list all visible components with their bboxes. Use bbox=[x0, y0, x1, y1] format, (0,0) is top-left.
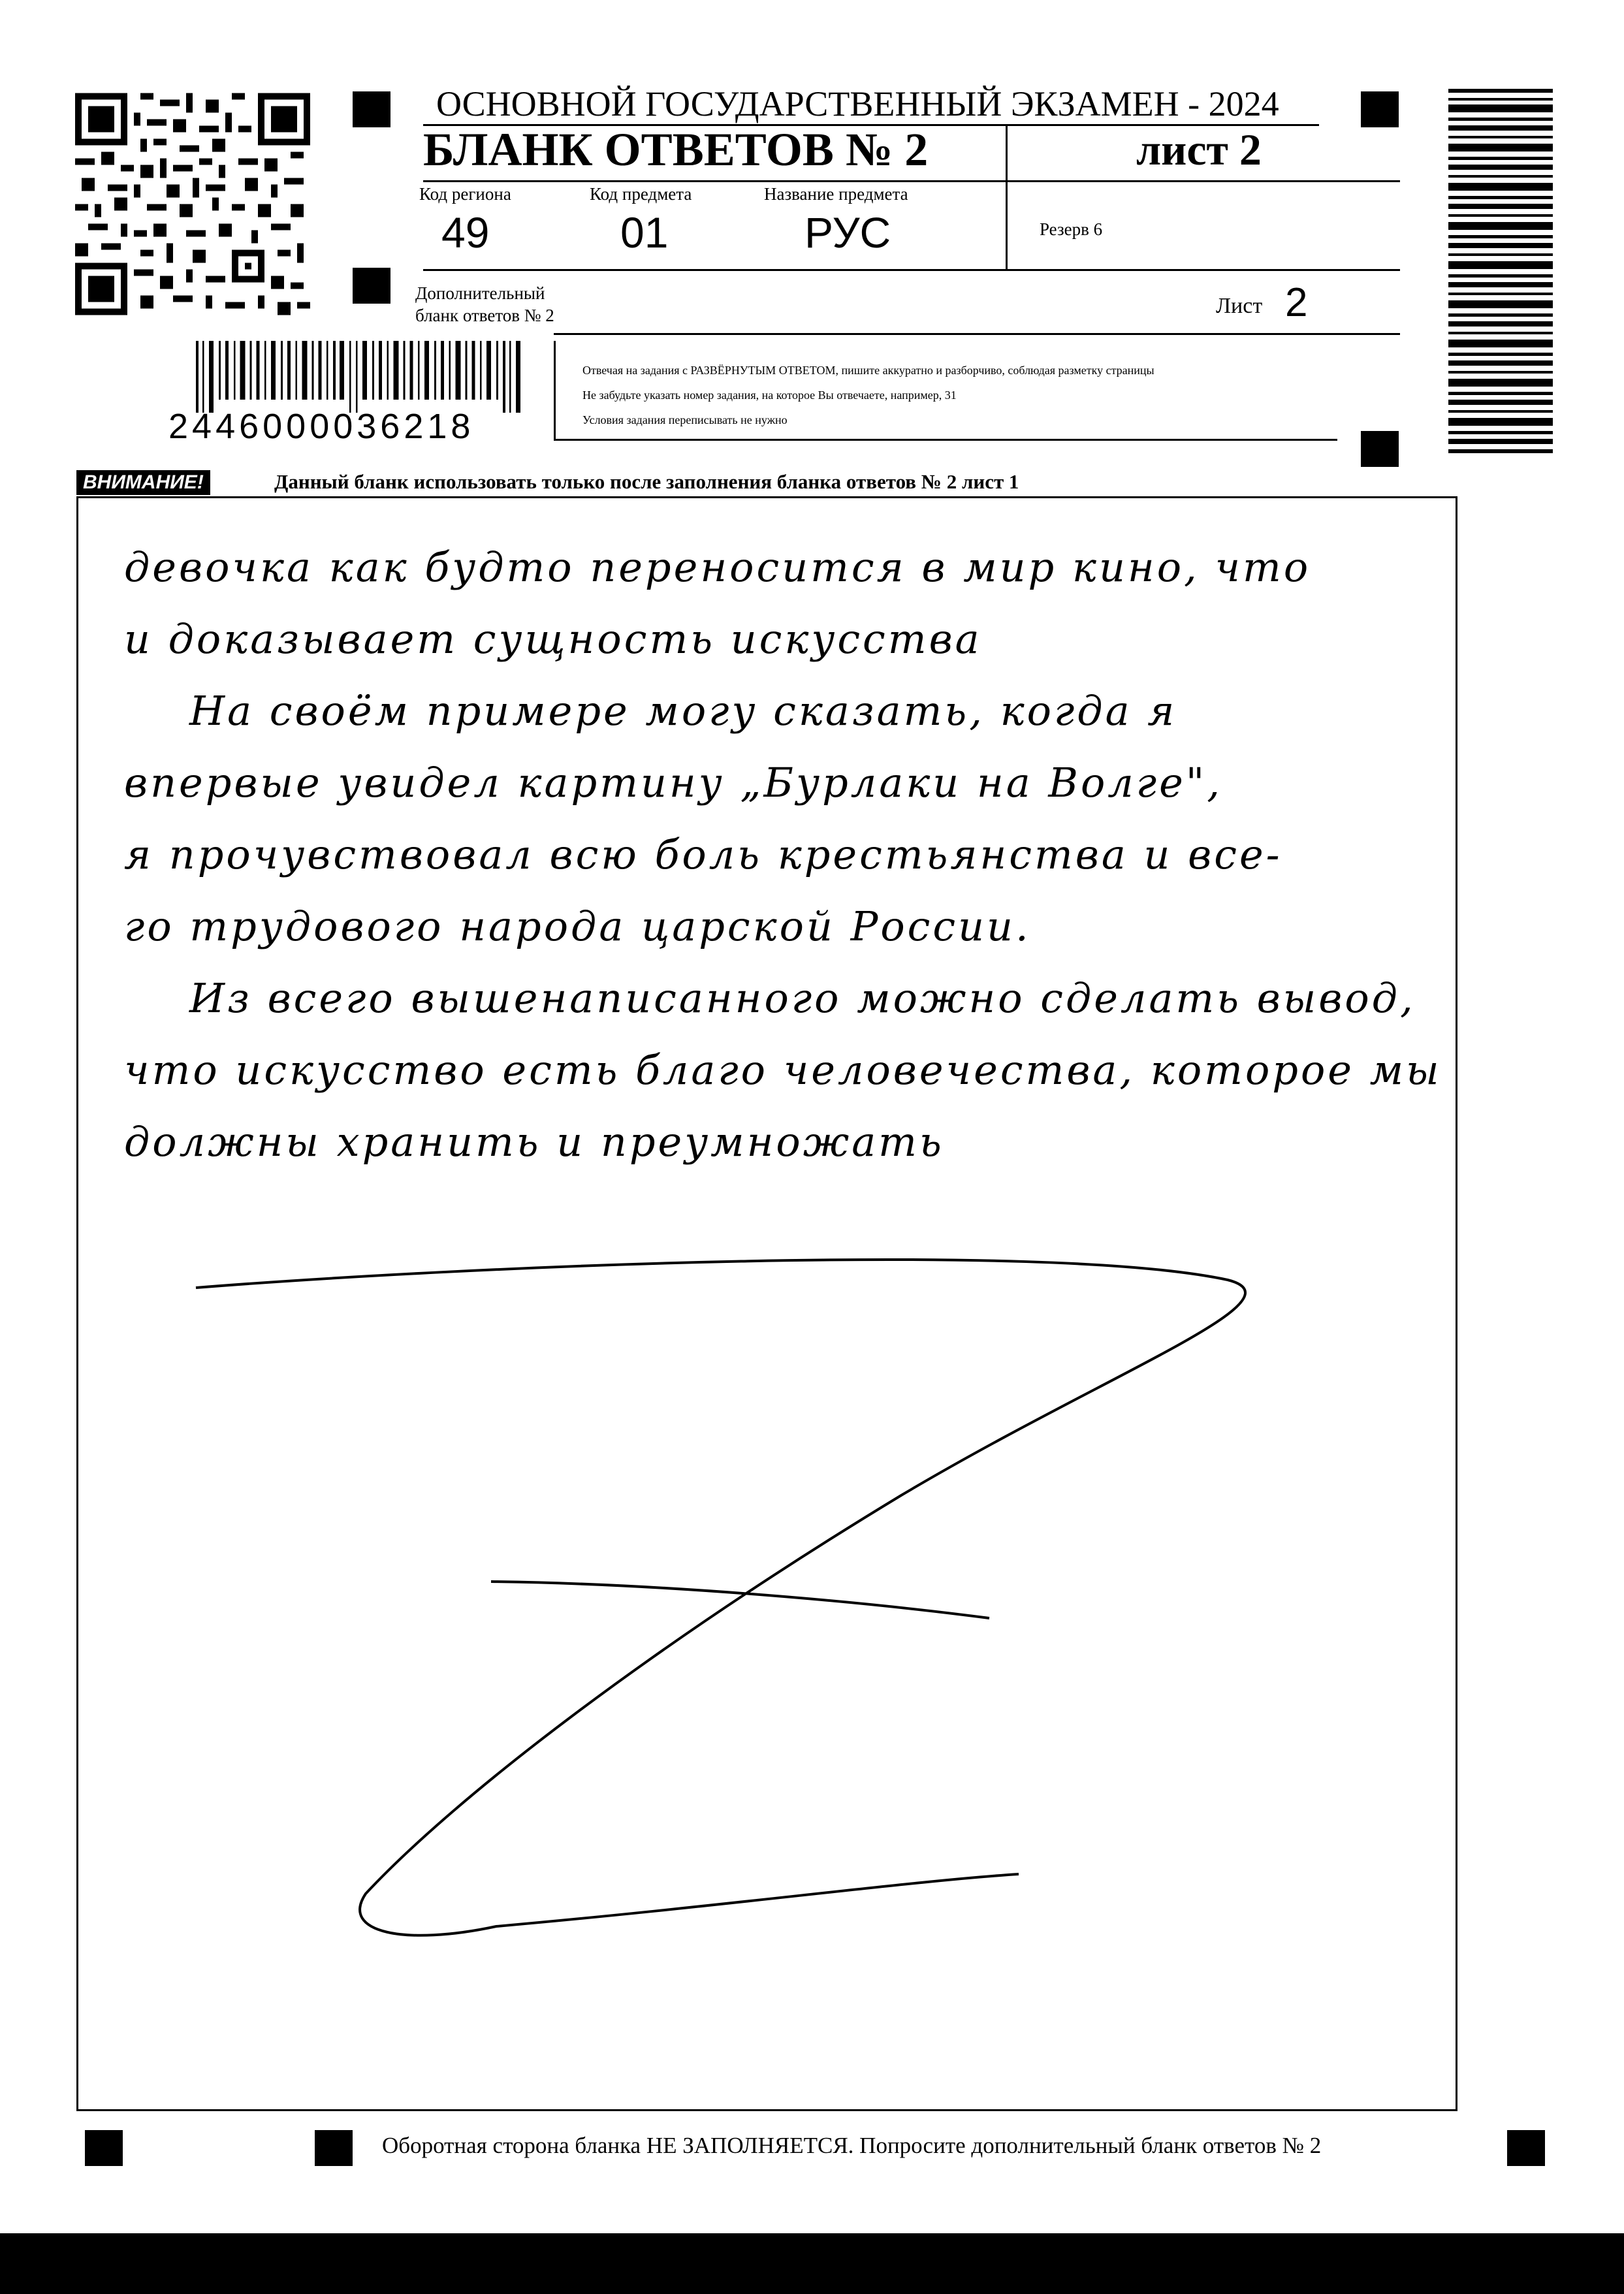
barcode-number: 2446000036218 bbox=[168, 407, 475, 446]
additional-form-label: Дополнительный бланк ответов № 2 bbox=[415, 283, 554, 325]
subject-name-label: Название предмета bbox=[764, 184, 908, 204]
answer-line: На своём примере могу сказать, когда я bbox=[189, 687, 1177, 735]
answer-line: го трудового народа царской России. bbox=[124, 902, 1031, 950]
subject-code-value: 01 bbox=[620, 208, 669, 257]
instruction-line: Не забудьте указать номер задания, на которое Вы отвечаете, например, 31 bbox=[582, 389, 957, 402]
subject-name-value: РУС bbox=[804, 208, 891, 257]
answer-line: впервые увидел картину „Бурлаки на Волге", bbox=[124, 759, 1223, 806]
notice-text: Данный бланк использовать только после заполнения бланка ответов № 2 лист 1 bbox=[274, 470, 1019, 493]
answer-line: и доказывает сущность искусства bbox=[124, 615, 982, 663]
answer-line: Из всего вышенаписанного можно сделать вывод, bbox=[189, 974, 1416, 1022]
footer-text: Оборотная сторона бланка НЕ ЗАПОЛНЯЕТСЯ. Попросите дополнительный бланк ответов № 2 bbox=[382, 2133, 1322, 2158]
answer-line: должны хранить и преумножать bbox=[124, 1118, 944, 1166]
sheet-label: лист 2 bbox=[1136, 125, 1262, 174]
region-code-value: 49 bbox=[441, 208, 490, 257]
sheet-number-label: Лист bbox=[1216, 294, 1263, 318]
subject-code-label: Код предмета bbox=[590, 184, 692, 204]
notice-badge: ВНИМАНИЕ! bbox=[76, 470, 210, 495]
instruction-line: Отвечая на задания с РАЗВЁРНУТЫМ ОТВЕТОМ, пишите аккуратно и разборчиво, соблюдая разметку страницы bbox=[582, 364, 1154, 377]
sheet-number-value: 2 bbox=[1285, 280, 1308, 325]
alignment-mark bbox=[85, 2130, 123, 2166]
alignment-mark bbox=[315, 2130, 353, 2166]
reserve-label: Резерв 6 bbox=[1040, 219, 1103, 239]
form-title: БЛАНК ОТВЕТОВ № 2 bbox=[423, 123, 929, 176]
alignment-mark bbox=[1507, 2130, 1545, 2166]
answer-line: что искусство есть благо человечества, которое мы bbox=[124, 1046, 1442, 1094]
instruction-line: Условия задания переписывать не нужно bbox=[582, 413, 788, 426]
exam-title: ОСНОВНОЙ ГОСУДАРСТВЕННЫЙ ЭКЗАМЕН - 2024 bbox=[436, 84, 1279, 123]
answer-line: я прочувствовал всю боль крестьянства и все- bbox=[124, 831, 1282, 878]
region-code-label: Код региона bbox=[419, 184, 511, 204]
scan-edge-bar bbox=[0, 2233, 1624, 2294]
answer-line: девочка как будто переносится в мир кино, что bbox=[124, 543, 1311, 591]
